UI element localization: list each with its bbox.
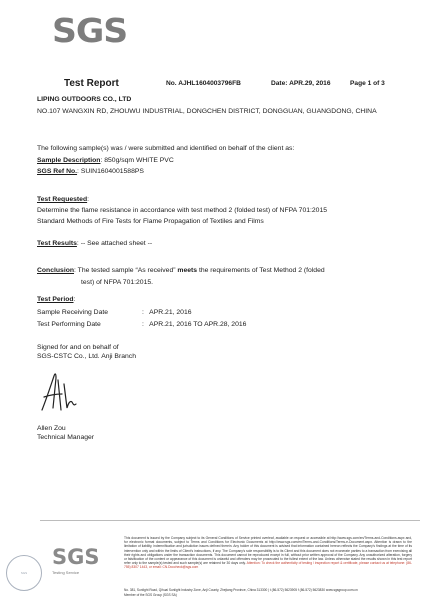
footer-address: No. 381, Sunlight Road, Qihuai Sunlight Industry Zone, Anji County, Zhejiang Province, China 313300 | t (86-572) 5623905 f (86-572) 5623830 www.sgsgroup.com.cn xyxy=(124,588,358,592)
test-requested-label: Test Requested xyxy=(37,196,88,203)
test-results-row xyxy=(37,240,152,247)
report-date: Date: APR.29, 2016 xyxy=(271,80,331,87)
conclusion-label: Conclusion xyxy=(37,267,75,274)
sample-description-label: Sample Description xyxy=(37,157,101,164)
report-title: Test Report xyxy=(64,78,119,89)
sample-description-value: : 850g/sqm WHITE PVC xyxy=(100,157,174,164)
test-period-label: Test Period xyxy=(37,296,74,303)
test-requested-colon: : xyxy=(87,196,89,203)
performing-date-row xyxy=(37,321,246,328)
receiving-date-label: Sample Receiving Date xyxy=(37,309,109,316)
page-indicator: Page 1 of 3 xyxy=(350,80,385,87)
signed-on-behalf xyxy=(37,343,136,361)
conclusion-meets: meets xyxy=(177,267,198,274)
test-requested-heading xyxy=(37,196,89,203)
test-requested-line2: Standard Methods of Fire Tests for Flame Propagation of Textiles and Films xyxy=(37,218,264,225)
report-number: No. AJHL1604003796FB xyxy=(166,80,241,87)
conclusion-text-pre: : The tested sample “As received” xyxy=(74,267,178,274)
test-results-value: : -- See attached sheet -- xyxy=(76,240,153,247)
conclusion-line2: test) of NFPA 701:2015. xyxy=(81,279,154,286)
footer-logo-subtext: Testing Service xyxy=(52,570,80,575)
footer-divider xyxy=(40,520,420,521)
footer-logo-text: SGS xyxy=(52,545,100,569)
performing-date-value: : APR.21, 2016 TO APR.28, 2016 xyxy=(142,321,247,328)
footer-disclaimer-attention: Attention: To check the authenticity of testing / inspection report & certificate, please contact us at telephone: (86-755) 8307 1443, or email: CN.Doccheck@sgs.com xyxy=(124,561,412,570)
client-address: NO.107 WANGXIN RD, ZHOUWU INDUSTRIAL, DONGCHEN DISTRICT, DONGGUAN, GUANGDONG, CHINA xyxy=(37,108,377,115)
test-period-colon: : xyxy=(73,296,76,303)
signed-line2: SGS-CSTC Co., Ltd. Anji Branch xyxy=(37,353,136,360)
client-name: LIPING OUTDOORS CO., LTD xyxy=(37,96,132,103)
test-requested-line1: Determine the flame resistance in accordance with test method 2 (folded test) of NFPA 701:2015 xyxy=(37,207,328,214)
intro-text: The following sample(s) was / were submitted and identified on behalf of the client as: xyxy=(37,145,295,152)
footer-disclaimer xyxy=(124,536,412,570)
sgs-logo xyxy=(52,8,128,54)
conclusion-row xyxy=(37,267,325,274)
test-results-label: Test Results xyxy=(37,240,77,247)
sgs-logo-text: SGS xyxy=(52,11,128,50)
sgs-ref-value: : SUIN1604001588PS xyxy=(77,168,144,175)
conclusion-text-post: the requirements of Test Method 2 (folded xyxy=(197,267,325,274)
signed-line1: Signed for and on behalf of xyxy=(37,344,119,351)
signer-block xyxy=(37,424,94,442)
signer-role: Technical Manager xyxy=(37,434,95,441)
sample-description-row xyxy=(37,157,174,164)
footer-sgs-logo xyxy=(52,545,100,583)
receiving-date-value: : APR.21, 2016 xyxy=(142,309,192,316)
performing-date-label: Test Performing Date xyxy=(37,321,101,328)
handwritten-signature xyxy=(38,370,78,416)
footer-stamp xyxy=(6,555,42,591)
receiving-date-row xyxy=(37,309,192,316)
sgs-ref-row xyxy=(37,168,144,175)
signer-name: Allen Zou xyxy=(37,425,66,432)
footer-disclaimer-main: This document is issued by the Company subject to its General Conditions of Service printed overleaf, available on request or accessible at http://www.sgs.com/en/Terms-and-Conditions.aspx and, for electronic format documents, subject to Terms and Conditions for Electronic Documents at http://www.sgs.com/en/Terms-and-Conditions/Terms-e-Document.aspx. Attention is drawn to the limitation of liability, indemnification and jurisdiction issues defined therein. Any holder of this document is advised that information contained hereon reflects the Company's findings at the time of its intervention only and within the limits of Client's instructions, if any. The Company's sole responsibility is to its Client and this document does not exonerate parties to a transaction from exercising all their rights and obligations under the transaction documents. This document cannot be reproduced except in full, without prior written approval of the Company. Any unauthorized alteration, forgery or falsification of the content or appearance of this document is unlawful and offenders may be prosecuted to the fullest extent of the law. Unless otherwise stated the results shown in this test report refer only to the sample(s) tested and such sample(s) are retained for 30 days only. xyxy=(124,536,412,566)
footer-member: Member of the SGS Group (SGS SA) xyxy=(124,593,177,597)
footer-stamp-text: SGS xyxy=(20,571,28,575)
sgs-ref-label: SGS Ref No. xyxy=(37,168,78,175)
test-period-heading xyxy=(37,296,75,303)
